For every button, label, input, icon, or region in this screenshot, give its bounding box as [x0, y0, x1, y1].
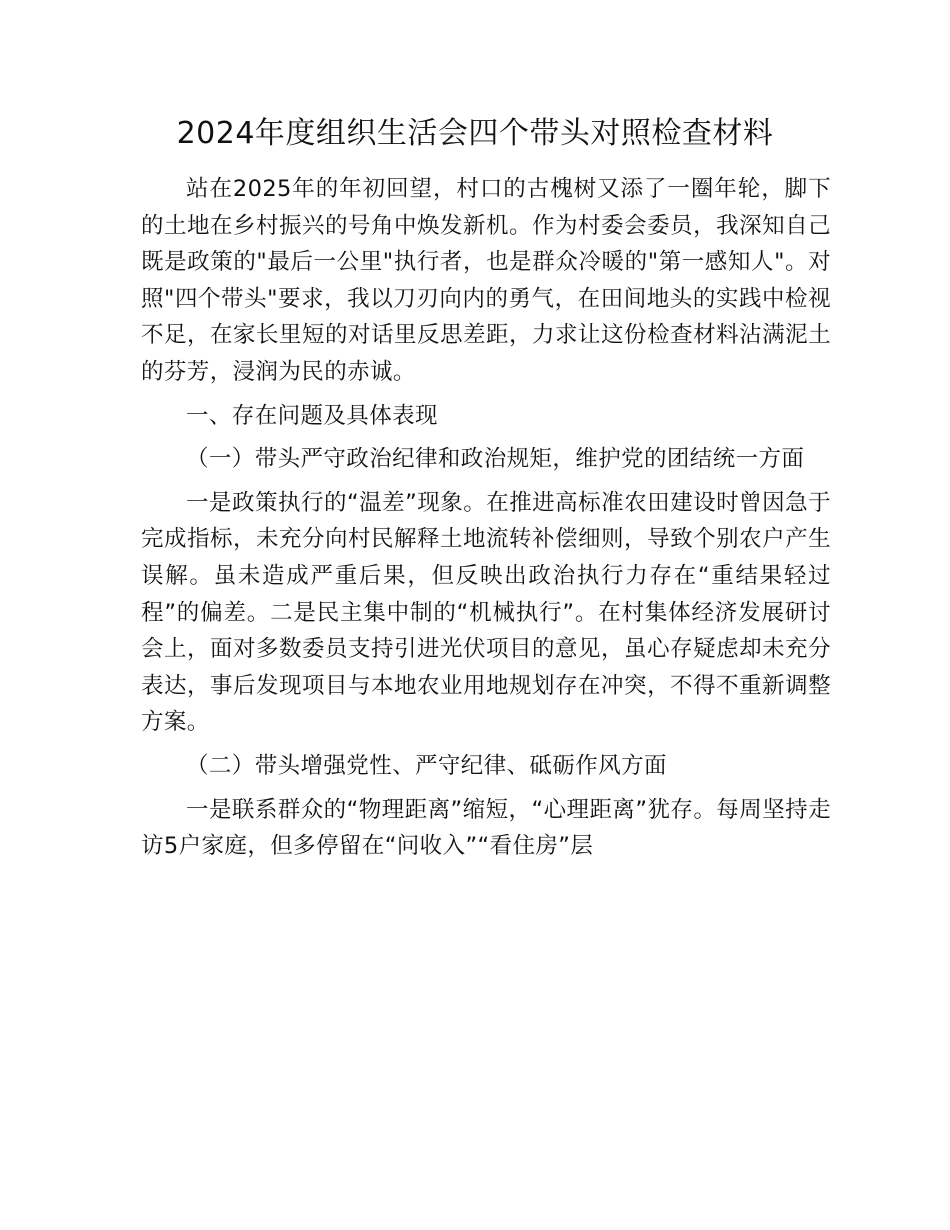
subsection-heading-1: （一）带头严守政治纪律和政治规矩，维护党的团结统一方面 — [186, 446, 805, 473]
document-title: 2024年度组织生活会四个带头对照检查材料 — [176, 116, 774, 151]
subsection-heading-2: （二）带头增强党性、严守纪律、砥砺作风方面 — [186, 752, 667, 779]
section-heading-problems: 一、存在问题及具体表现 — [186, 402, 438, 429]
document-body — [141, 171, 831, 865]
body-paragraph-2: 一是联系群众的“物理距离”缩短，“心理距离”犹存。每周坚持走访5户家庭，但多停留在“问收入”“看住房”层 — [141, 796, 831, 860]
body-paragraph-1: 一是政策执行的“温差”现象。在推进高标准农田建设时曾因急于完成指标，未充分向村民解释土地流转补偿细则，导致个别农户产生误解。虽未造成严重后果，但反映出政治执行力存在“重结果轻过程”的偏差。二是民主集中制的“机械执行”。在村集体经济发展研讨会上，面对多数委员支持引进光伏项目的意见，虽心存疑虑却未充分表达，事后发现项目与本地农业用地规划存在冲突，不得不重新调整方案。 — [141, 489, 831, 736]
intro-paragraph: 站在2025年的年初回望，村口的古槐树又添了一圈年轮，脚下的土地在乡村振兴的号角中焕发新机。作为村委会委员，我深知自己既是政策的"最后一公里"执行者，也是群众冷暖的"第一感知人"。对照"四个带头"要求，我以刀刃向内的勇气，在田间地头的实践中检视不足，在家长里短的对话里反思差距，力求让这份检查材料沾满泥土的芬芳，浸润为民的赤诚。 — [141, 176, 831, 385]
